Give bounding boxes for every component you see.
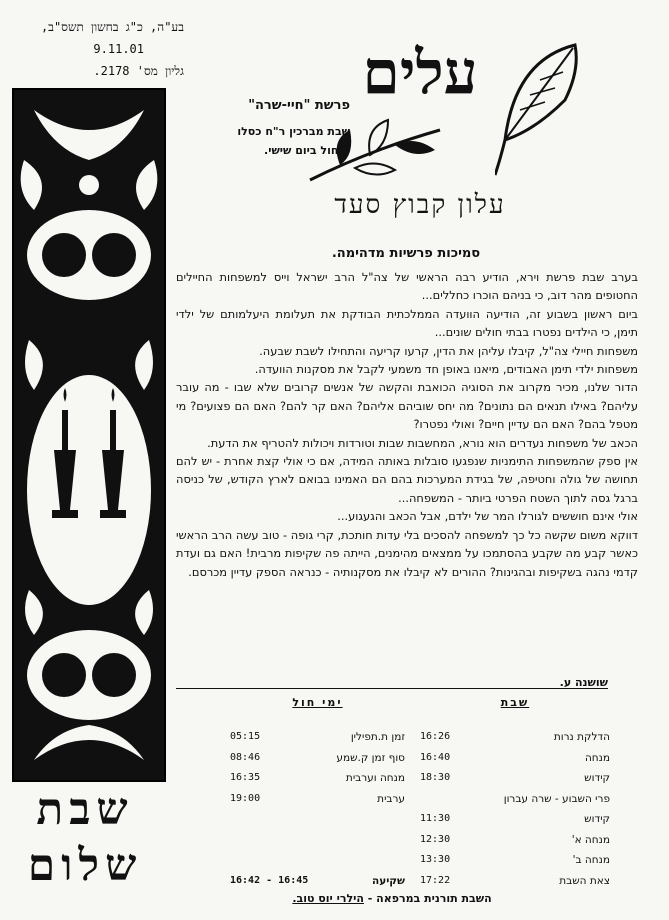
schedule-row	[420, 727, 610, 748]
article-paragraph: בערב שבת פרשת וירא, הודיע רבה הראשי של צה"ל הרב ישראל וייס למשפחות החיילים החטופים מהר דוב, כי בניהם הוכרו כחללים...	[176, 270, 638, 303]
schedule-label: צאת השבת	[559, 874, 610, 887]
clinic-duty-note	[176, 892, 608, 905]
schedule-time: 05:15	[230, 731, 261, 742]
article-author: שושנה ע.	[559, 676, 608, 689]
schedule-row	[420, 830, 610, 851]
parasha-line-2: שיחול ביום שישי.	[264, 144, 350, 157]
schedule-time: 17:22	[420, 874, 451, 886]
weekdays-heading: ימי חול	[292, 696, 343, 709]
article-headline: סמיכות פרשיות מדהימה.	[331, 246, 481, 261]
schedule-time: 16:35	[230, 772, 261, 783]
article-body	[176, 268, 638, 581]
schedule-row	[230, 748, 405, 769]
article-paragraph: ביום ראשון בשבוע זה, הודיעה הוועדה הממלכתית הבודקת את תעלומת היעלמותם של ילדי תימן, כי הילדים נפטרו בבתי חולים שונים...	[176, 306, 638, 340]
article-paragraph: אולי אינם חוששים לגורלו המר של ילדם, אבל הכאב והגעגוע...	[337, 509, 638, 524]
schedule-row	[230, 768, 405, 789]
schedule-label: ערבית	[377, 792, 405, 805]
weekday-schedule	[230, 696, 405, 891]
schedule-row	[230, 789, 405, 810]
schedule-label	[402, 850, 405, 871]
decorative-border	[12, 88, 166, 782]
footer-name: הילרי יוס טוב.	[292, 892, 364, 905]
schedule-row	[230, 871, 405, 892]
schedule-label	[402, 809, 405, 830]
schedule-row	[420, 768, 610, 789]
schedule-label: סוף זמן ק.שמע	[336, 751, 405, 764]
schedule-label	[402, 830, 405, 851]
schedule-label: מנחה וערבית	[345, 772, 405, 784]
article-paragraph: הכאב של משפחות נעדרים הוא נורא, המחשבות שבות וטורדות ויכולות להטריף את הדעת.	[207, 435, 638, 450]
footer-prefix: השבת תורנית במרפאה -	[363, 892, 492, 905]
ornament-illustration	[14, 90, 164, 780]
schedule-label: שקיעה	[372, 874, 405, 887]
schedule-row	[420, 809, 610, 830]
article-paragraph: דווקא משום שקשה כל כך למשפחה להסכים בלי עדות חותכת, קרי גופה - טוב עשה הרב הראשי כאשר קבע מה שקבע בהסתמכו על ממצאים מהימנים, הייתה פה שקיפות מרבית! האם גם ועדת קדמי נהגה בשקיפות ובהגינות? ההורים לא קיבלו את מסקנותיה - כנראה הספק עדיין מכרסם.	[176, 527, 638, 579]
weekday-rows	[230, 727, 405, 891]
schedule-time: 11:30	[420, 813, 451, 824]
schedule-row	[230, 809, 405, 830]
hebrew-date: בע"ה, כ"ג בחשון תשס"ב,	[40, 20, 184, 34]
article-paragraph: הדור שלנו, מכיר מקרוב את הסוגיה הכואבת והקשה של אנשים קרובים שלא שבו - מה עובר עליהם? באילו תנאים הם נתונים? מה יחס שוביהם אליהם? האם קר להם? האם הם פצועים? מי מטפל בהם? האם הם עדיין חיים? ואולי נפטרו?	[176, 380, 638, 432]
gregorian-date: 9.11.01	[93, 42, 144, 56]
schedule-label: מנחה א'	[571, 833, 610, 846]
schedule-label: מנחה ב'	[572, 854, 610, 866]
schedule-row	[420, 850, 610, 871]
schedule-label: מנחה	[584, 751, 610, 764]
shabbat-heading: שבת	[500, 696, 530, 709]
large-leaf-icon	[495, 40, 585, 180]
schedule-label: פרי השבוע - שרה עברון	[503, 792, 610, 805]
schedule-time: 16:26	[420, 731, 451, 742]
shabbat-word: שבת	[36, 784, 134, 835]
newsletter-subtitle: עלון קבוץ סעד	[334, 190, 506, 220]
schedule-time: 13:30	[420, 854, 451, 865]
shabbat-rows	[420, 727, 610, 891]
schedule-time: 16:40	[420, 751, 451, 763]
schedule-time: 18:30	[420, 772, 451, 783]
issue-meta	[14, 16, 184, 82]
article-paragraph: משפחות ילדי תימן האבודים, מיאנו באופן חד משמעי לקבל את מסקנות הוועדה.	[254, 362, 638, 377]
schedule-row	[230, 830, 405, 851]
schedule-time: 08:46	[230, 751, 261, 763]
article-paragraph: משפחות חיילי צה"ל, קיבלו עליהן את הדין, קרעו קריעה והתחילו לשבת שבעה.	[259, 343, 638, 358]
shalom-word: שלום	[27, 840, 143, 891]
schedule-time: 19:00	[230, 792, 261, 804]
schedule-row	[230, 850, 405, 871]
schedule-row	[420, 871, 610, 892]
divider	[176, 688, 608, 689]
schedule-label: זמן ת.תפילין	[350, 731, 405, 743]
issue-number: גליון מס' 2178.	[93, 64, 184, 78]
schedule-time: 12:30	[420, 833, 451, 845]
parasha-line-1: שבת מברכין ר"ח כסלו	[237, 125, 350, 138]
schedule-row	[420, 789, 610, 810]
schedule-label: קידוש	[584, 772, 610, 784]
parasha-name: פרשת "חיי-שרה"	[248, 98, 350, 113]
parasha-notes	[180, 122, 350, 160]
schedule-time: 16:42 - 16:45	[230, 874, 309, 886]
shabbat-shalom-greeting	[10, 782, 160, 894]
article-paragraph: אין ספק שהמשפחות התימניות שנפגעו סובלות באותה המידה, אם כי אולי קצת אחרת - יש להם תחושה של גולה וחטיפה, של בגידת המערכות בהם הם האמינו בבואם לארץ הקודש, של כניסה ברגל גסה לתוך השטח הפרטי ביותר - המשפחה...	[176, 454, 638, 505]
newsletter-title: עלים	[362, 38, 478, 108]
schedule-label: קידוש	[584, 813, 610, 825]
schedule-row	[420, 748, 610, 769]
schedule-label: הדלקת נרות	[553, 731, 610, 743]
shabbat-schedule	[420, 696, 610, 891]
schedule-row	[230, 727, 405, 748]
